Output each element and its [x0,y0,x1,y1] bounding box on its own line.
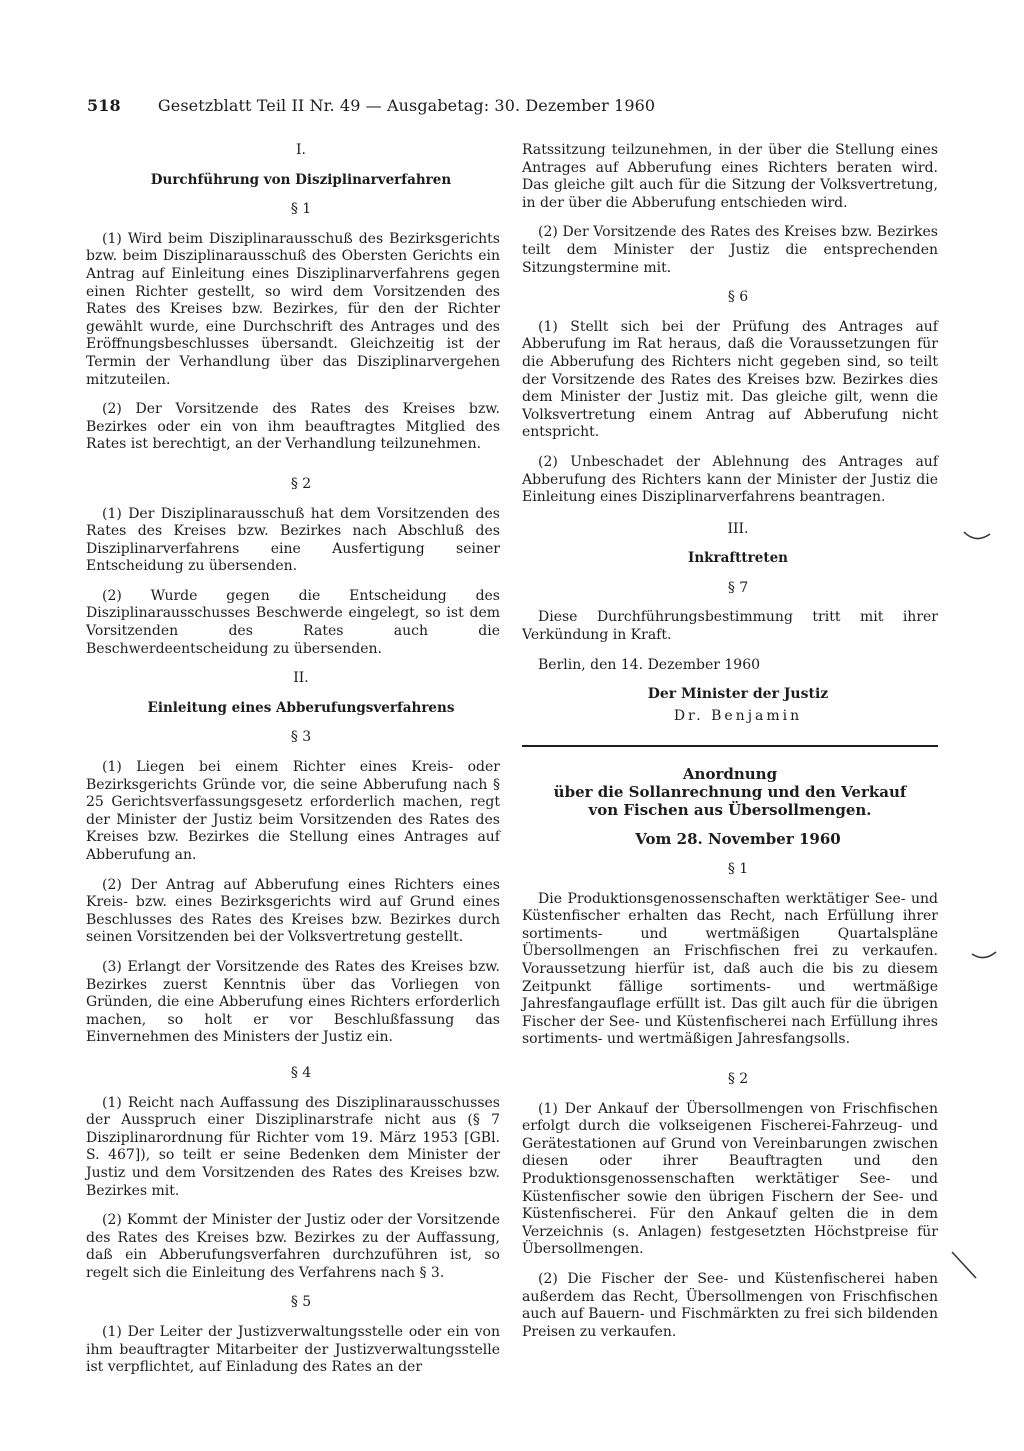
paragraph-heading: § 7 [727,579,749,596]
paragraph-text: (1) Der Disziplinarausschuß hat dem Vorsitzenden des Rates des Kreises bzw. Bezirkes nach Abschluß des Disziplinarverfahrens eine Ausfertigung seiner Entscheidung zu übersenden. [86,505,500,575]
paragraph-text: Diese Durchführungsbestimmung tritt mit ihrer Verkündung in Kraft. [522,609,938,644]
left-column [86,142,500,1389]
section-numeral: I. [296,142,306,158]
order-title-line: von Fischen aus Übersollmengen. [588,801,872,820]
paragraph-text: (2) Wurde gegen die Entscheidung des Disziplinarausschusses Beschwerde eingelegt, so ist dem Vorsitzenden des Rates auch die Beschwerdeentscheidung zu übersenden. [86,587,500,657]
page-header [87,96,767,115]
paragraph-text: (1) Der Leiter der Justizverwaltungsstelle oder ein von ihm beauftragter Mitarbeiter der Justizverwaltungsstelle ist verpflichtet, auf Einladung des Rates an der [86,1324,500,1376]
order-date: Vom 28. November 1960 [635,830,841,849]
paragraph-text: (2) Unbeschadet der Ablehnung des Antrages auf Abberufung des Richters kann der Minister der Justiz die Einleitung eines Disziplinarverfahrens beantragen. [522,453,938,506]
paragraph-text: (1) Der Ankauf der Übersollmengen von Frischfischen erfolgt durch die volkseigenen Fischerei-Fahrzeug- und Gerätestationen auf Grund von Vereinbarungen zwischen diesen oder ihrer Beauftragten und den Produktionsgenossenschaften werktätiger See- und Küstenfischer sowie den übrigen Fischern der See- und Küstenfischerei. Für den Ankauf gelten die in dem Verzeichnis (s. Anlagen) festgesetzten Höchstpreise für Übersollmengen. [522,1100,938,1258]
paragraph-heading: § 4 [290,1064,312,1081]
right-column [522,142,938,1353]
paragraph-heading: § 2 [290,475,312,492]
section-title: Inkrafttreten [688,550,788,567]
section-title: Einleitung eines Abberufungsverfahrens [147,699,455,716]
margin-mark [970,948,1000,964]
paragraph-text: (3) Erlangt der Vorsitzende des Rates des Kreises bzw. Bezirkes zuerst Kenntnis über das Vorliegen von Gründen, die eine Abberufung eines Richters erforderlich machen, so holt er vor Beschlußfassung das Einvernehmen des Ministers der Justiz ein. [86,958,500,1046]
paragraph-heading: § 1 [290,201,312,218]
paragraph-text: (1) Liegen bei einem Richter eines Kreis- oder Bezirksgerichts Gründe vor, die seine Abberufung nach § 25 Gerichtsverfassungsgesetz erforderlich machen, regt der Minister der Justiz beim Vorsitzenden des Rates des Kreises bzw. Bezirkes die Stellung eines Antrages auf Abberufung an. [86,759,500,863]
paragraph-text: (2) Der Vorsitzende des Rates des Kreises bzw. Bezirkes teilt dem Minister der Justiz die entsprechenden Sitzungstermine mit. [522,224,938,276]
paragraph-text: (1) Wird beim Disziplinarausschuß des Bezirksgerichts bzw. beim Disziplinarausschuß des Obersten Gerichts ein Antrag auf Einleitung eines Disziplinarverfahrens gegen einen Richter gestellt, so wird dem Vorsitzenden des Rates des Kreises bzw. Bezirkes, für den der Richter gewählt wurde, eine Durchschrift des Antrages und des Eröffnungsbeschlusses übersandt. Gleichzeitig ist der Termin der Verhandlung über das Disziplinarvergehen mitzuteilen. [86,230,500,388]
order-title-line: Anordnung [682,765,778,784]
margin-mark [950,1250,980,1282]
paragraph-heading: § 1 [727,861,749,878]
paragraph-heading: § 6 [727,289,749,306]
order-title [522,765,938,819]
paragraph-heading: § 2 [727,1070,749,1087]
paragraph-heading: § 3 [290,729,312,746]
section-title: Durchführung von Disziplinarverfahren [150,171,452,188]
signer-title: Der Minister der Justiz [647,686,829,703]
paragraph-text: Ratssitzung teilzunehmen, in der über die Stellung eines Antrages auf Abberufung eines Richters beraten wird. Das gleiche gilt auch für die Sitzung der Volksvertretung, in der über die Abberufung entschieden wird. [522,142,938,211]
paragraph-text: (2) Kommt der Minister der Justiz oder der Vorsitzende des Rates des Kreises bzw. Bezirkes zu der Auffassung, daß ein Abberufungsverfahren durchzuführen ist, so regelt sich die Einleitung des Verfahrens nach § 3. [86,1212,500,1281]
section-divider [522,745,938,747]
paragraph-text: (1) Stellt sich bei der Prüfung des Antrages auf Abberufung im Rat heraus, daß die Voraussetzungen für die Abberufung des Richters nicht gegeben sind, so teilt der Vorsitzende des Rates des Kreises bzw. Bezirkes dies dem Minister der Justiz mit. Das gleiche gilt, wenn die Volksvertretung einem Antrag auf Abberufung nicht entspricht. [522,318,938,441]
publication-title: Gesetzblatt Teil II Nr. 49 — Ausgabetag: 30. Dezember 1960 [157,96,656,115]
section-numeral: III. [727,520,749,537]
paragraph-text: (2) Der Antrag auf Abberufung eines Richters eines Kreis- bzw. eines Bezirksgerichts wird auf Grund eines Beschlusses des Rates des Kreises bzw. Bezirkes durch seinen Vorsitzenden bei der Volksvertretung gestellt. [86,876,500,946]
paragraph-text: (2) Die Fischer der See- und Küstenfischerei haben außerdem das Recht, Übersollmengen von Frischfischen auch auf Bauern- und Fischmärkten zu frei sich bildenden Preisen zu verkaufen. [522,1270,938,1340]
paragraph-text: Die Produktionsgenossenschaften werktätiger See- und Küstenfischer erhalten das Recht, nach Erfüllung ihrer sortiments- und wertmäßigen Quartalspläne Übersollmengen an Frischfischen frei zu verkaufen. Voraussetzung hierfür ist, daß auch die bis zu diesem Zeitpunkt fällige sortiments- und wertmäßige Jahresfangauflage erfüllt ist. Das gilt auch für die übrigen Fischer der See- und Küstenfischerei nach Erfüllung ihres sortiments- und wertmäßigen Jahresfangsolls. [522,890,938,1048]
margin-mark [962,528,994,546]
signer-name: Dr. Benjamin [673,707,803,724]
section-numeral: II. [293,670,309,687]
paragraph-heading: § 5 [290,1294,312,1311]
order-title-line: über die Sollanrechnung und den Verkauf [553,783,907,802]
page-number: 518 [87,96,121,115]
paragraph-text: (1) Reicht nach Auffassung des Disziplinarausschusses der Ausspruch einer Disziplinarstrafe nicht aus (§ 7 Disziplinarordnung für Richter vom 19. März 1953 [GBl. S. 467]), so teilt er seine Bedenken dem Minister der Justiz und dem Vorsitzenden des Rates des Kreises bzw. Bezirkes mit. [86,1094,500,1199]
paragraph-text: (2) Der Vorsitzende des Rates des Kreises bzw. Bezirkes oder ein von ihm beauftragtes Mitglied des Rates ist berechtigt, an der Verhandlung teilzunehmen. [86,401,500,453]
signing-place-date: Berlin, den 14. Dezember 1960 [538,656,761,673]
